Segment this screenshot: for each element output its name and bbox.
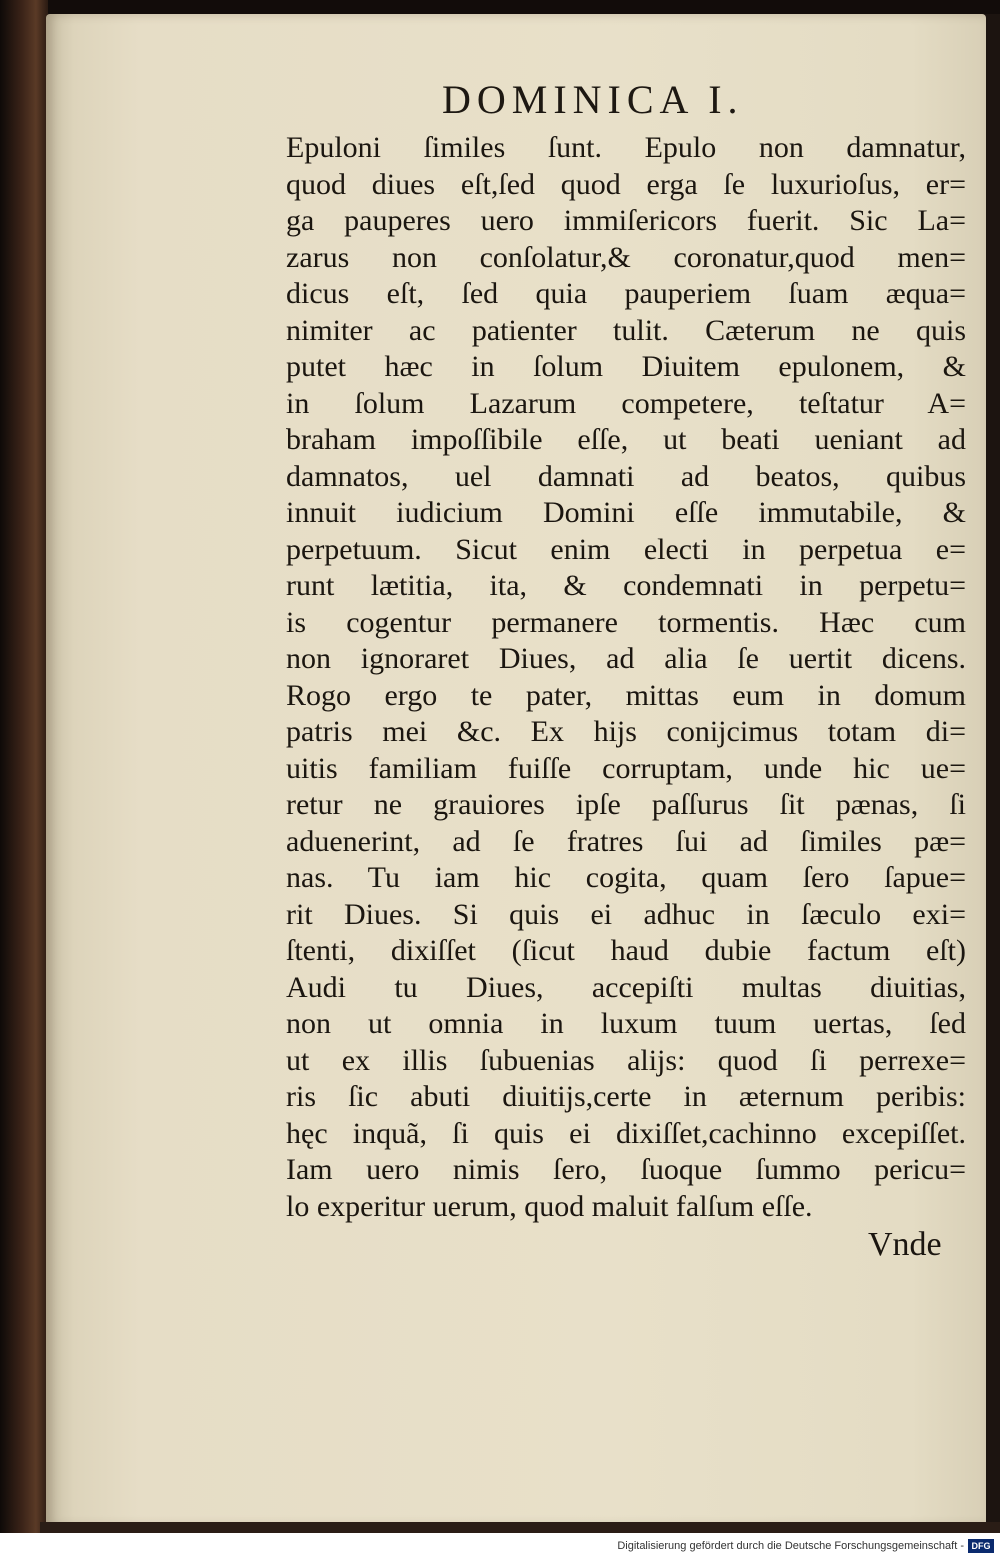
text-line: damnatos, uel damnati ad beatos, quibus xyxy=(286,459,966,493)
text-line: Audi tu Diues, accepiſti multas diuitias, xyxy=(286,970,966,1004)
text-line: putet hæc in ſolum Diuitem epulonem, & xyxy=(286,350,966,383)
text-line: ſtenti, dixiſſet (ſicut haud dubie factum eſt) xyxy=(286,934,966,967)
text-line: dicus eſt, ſed quia pauperiem ſuam æqua= xyxy=(286,277,966,310)
text-line: lo experitur uerum, quod maluit falſum eſſe. xyxy=(286,1189,813,1223)
text-line: in ſolum Lazarum competere, teſtatur A= xyxy=(286,386,966,420)
text-line: Iam uero nimis ſero, ſuoque ſummo pericu= xyxy=(286,1153,966,1186)
text-line: ga pauperes uero immiſericors fuerit. Sic La= xyxy=(286,204,966,237)
book-spine xyxy=(0,0,48,1533)
dfg-logo: DFG xyxy=(968,1539,994,1553)
bottom-edge xyxy=(40,1522,1000,1533)
text-line: zarus non conſolatur,& coronatur,quod men= xyxy=(286,240,966,274)
text-line: patris mei &c. Ex hijs conijcimus totam di= xyxy=(286,715,966,748)
text-line: is cogentur permanere tormentis. Hæc cum xyxy=(286,605,966,639)
text-line: Epuloni ſimiles ſunt. Epulo non damnatur, xyxy=(286,131,966,164)
text-line: nas. Tu iam hic cogita, quam ſero ſapue= xyxy=(286,861,966,894)
body-text xyxy=(286,130,966,1225)
footer-credit: Digitalisierung gefördert durch die Deutsche Forschungsgemeinschaft - xyxy=(617,1540,964,1552)
text-line: non ut omnia in luxum tuum uertas, ſed xyxy=(286,1007,966,1040)
text-line: retur ne grauiores ipſe paſſurus ſit pænas, ſi xyxy=(286,788,966,821)
text-line: aduenerint, ad ſe fratres ſui ad ſimiles pæ= xyxy=(286,824,966,858)
catchword: Vnde xyxy=(868,1226,942,1263)
text-line: Rogo ergo te pater, mittas eum in domum xyxy=(286,678,966,712)
text-line: non ignoraret Diues, ad alia ſe uertit dicens. xyxy=(286,642,966,675)
text-line: braham impoſſibile eſſe, ut beati ueniant ad xyxy=(286,423,966,456)
running-header: DOMINICA I. xyxy=(442,77,744,122)
text-line: uitis familiam fuiſſe corruptam, unde hic ue= xyxy=(286,751,966,785)
text-line: ris ſic abuti diuitijs,certe in æternum peribis: xyxy=(286,1080,966,1113)
top-edge xyxy=(48,0,1000,14)
text-line: runt lætitia, ita, & condemnati in perpetu= xyxy=(286,569,966,602)
text-line: innuit iudicium Domini eſſe immutabile, & xyxy=(286,496,966,529)
footer xyxy=(0,1537,1000,1557)
text-line: quod diues eſt,ſed quod erga ſe luxurioſus, er= xyxy=(286,167,966,201)
text-line: perpetuum. Sicut enim electi in perpetua e= xyxy=(286,532,966,566)
text-line: nimiter ac patienter tulit. Cæterum ne quis xyxy=(286,313,966,347)
text-line: rit Diues. Si quis ei adhuc in ſæculo exi= xyxy=(286,897,966,931)
text-line: ut ex illis ſubuenias alijs: quod ſi perrexe= xyxy=(286,1043,966,1077)
text-line: hęc inquã, ſi quis ei dixiſſet,cachinno excepiſſet. xyxy=(286,1116,966,1150)
